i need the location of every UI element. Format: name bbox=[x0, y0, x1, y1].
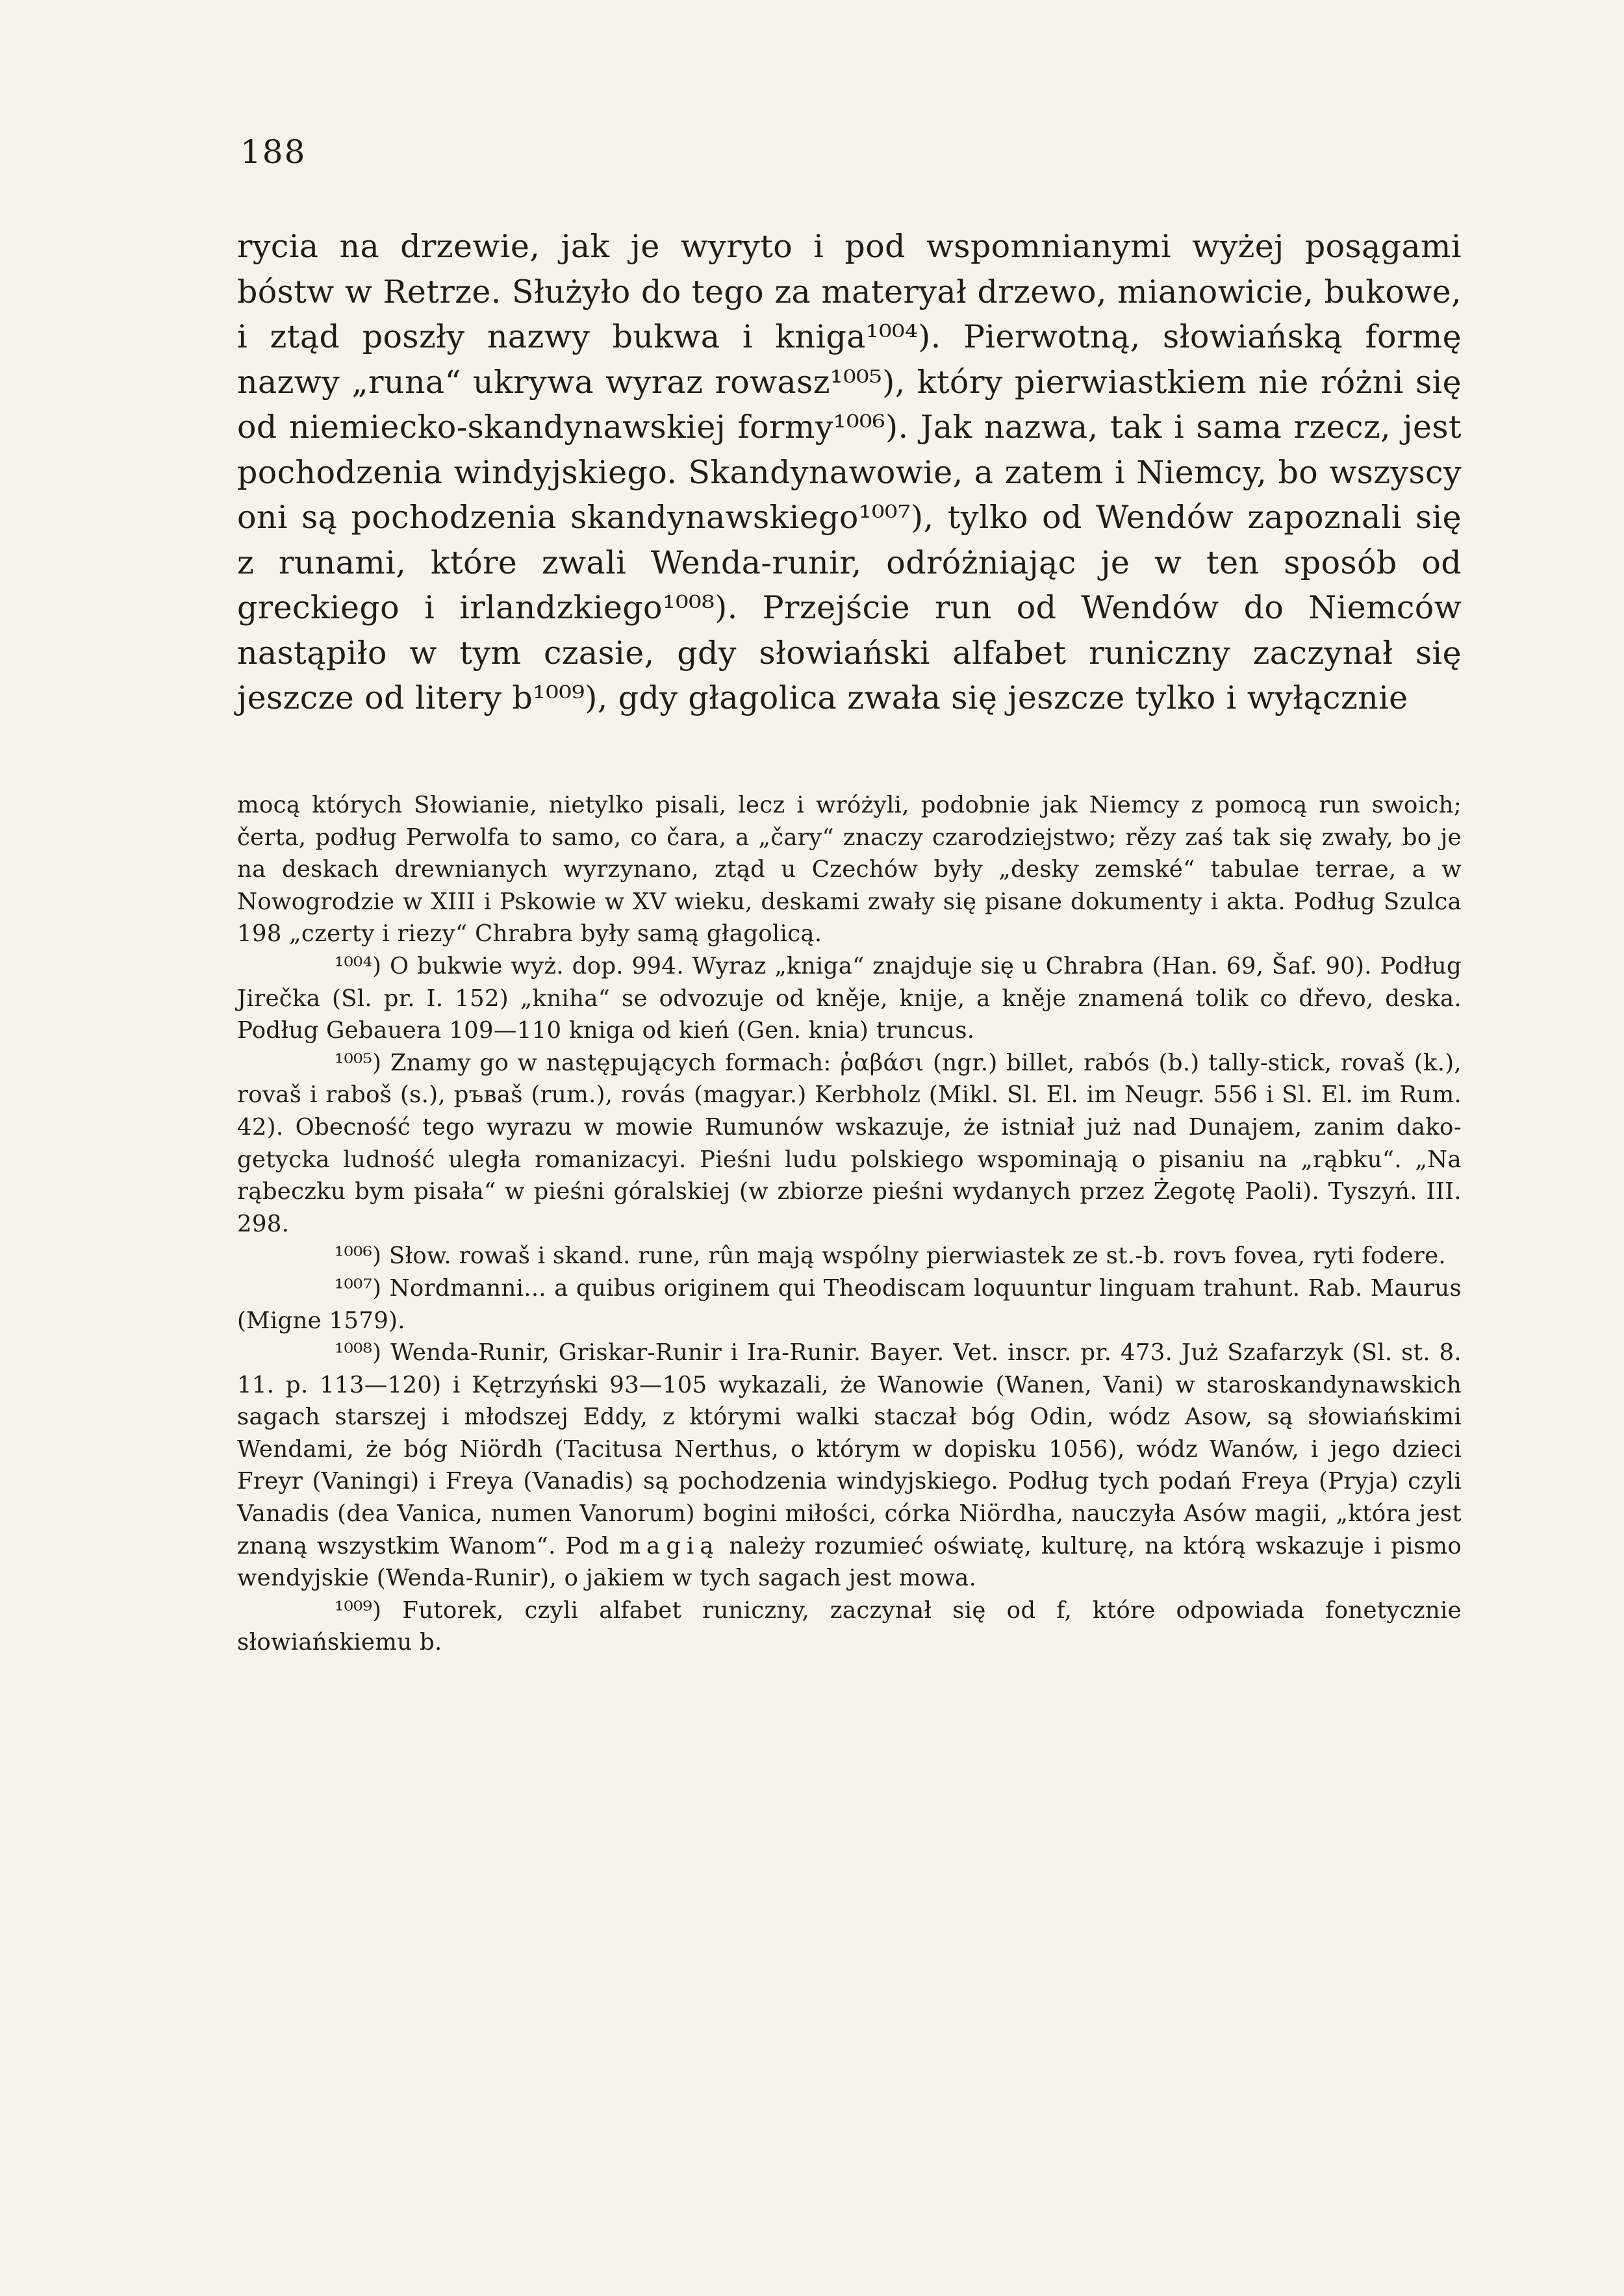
footnotes bbox=[237, 789, 1462, 1659]
main-paragraph: rycia na drzewie, jak je wyryto i pod wspomnianymi wyżej posągami bóstw w Retrze. Służyło do tego za materyał drzewo, mianowicie, bukowe, i ztąd poszły nazwy bukwa i kniga¹⁰⁰⁴). Pierwotną, słowiańską formę nazwy „runa“ ukrywa wyraz rowasz¹⁰⁰⁵), który pierwiastkiem nie różni się od niemiecko-skandynawskiej formy¹⁰⁰⁶). Jak nazwa, tak i sama rzecz, jest pochodzenia windyjskiego. Skandynawowie, a zatem i Niemcy, bo wszyscy oni są pochodzenia skandynawskiego¹⁰⁰⁷), tylko od Wendów zapoznali się z runami, które zwali Wenda-runir, odróżniając je w ten sposób od greckiego i irlandzkiego¹⁰⁰⁸). Przejście run od Wendów do Niemców nastąpiło w tym czasie, gdy słowiański alfabet runiczny zaczynał się jeszcze od litery b¹⁰⁰⁹), gdy głagolica zwała się jeszcze tylko i wyłącznie bbox=[237, 228, 1462, 716]
footnote-1008 bbox=[237, 1337, 1462, 1595]
footnote-1004: ¹⁰⁰⁴) O bukwie wyż. dop. 994. Wyraz „kniga“ znajduje się u Chrabra (Han. 69, Šaf. 90). Podług Jirečka (Sl. pr. I. 152) „kniha“ se odvozuje od kněje, knije, a kněje znamená tolik co dřevo, deska. Podług Gebauera 109—110 kniga od kień (Gen. knia) truncus. bbox=[237, 952, 1462, 1044]
footnote-1007: ¹⁰⁰⁷) Nordmanni... a quibus originem qui Theodiscam loquuntur linguam trahunt. Rab. Maurus (Migne 1579). bbox=[237, 1274, 1462, 1334]
footnote-1008-text-before: ¹⁰⁰⁸) Wenda-Runir, Griskar-Runir i Ira-Runir. Bayer. Vet. inscr. pr. 473. Już Szafarzyk (Sl. st. 8. 11. p. 113—120) i Kętrzyński 93—105 wykazali, że Wanowie (Wanen, Vani) w staroskandynawskich sagach starszej i młodszej Eddy, z którymi walki staczał bóg Odin, wódz Asow, są słowiańskimi Wendami, że bóg Niördh (Tacitusa Nerthus, o którym w dopisku 1056), wódz Wanów, i jego dzieci Freyr (Vaningi) i Freya (Vanadis) są pochodzenia windyjskiego. Podług tych podań Freya (Pryja) czyli Vanadis (dea Vanica, numen Vanorum) bogini miłości, córka Niördha, nauczyła Asów magii, „która jest znaną wszystkim Wanom“. Pod bbox=[237, 1339, 1462, 1559]
page-number: 188 bbox=[240, 133, 307, 171]
footnote-separator bbox=[237, 787, 1462, 788]
footnote-1008-spaced-word: magią bbox=[618, 1532, 720, 1559]
footnote-1009: ¹⁰⁰⁹) Futorek, czyli alfabet runiczny, zaczynał się od f, które odpowiada fonetycznie słowiańskiemu b. bbox=[237, 1596, 1462, 1656]
footnote-1005: ¹⁰⁰⁵) Znamy go w następujących formach: ῥαβάσι (ngr.) billet, rabós (b.) tally-stick, rovaš (k.), rovaš i raboš (s.), ръваš (rum.), rovás (magyar.) Kerbholz (Mikl. Sl. El. im Neugr. 556 i Sl. El. im Rum. 42). Obecność tego wyrazu w mowie Rumunów wskazuje, że istniał już nad Dunajem, zanim dako-getycka ludność uległa romanizacyi. Pieśni ludu polskiego wspominają o pisaniu na „rąbku“. „Na rąbeczku bym pisała“ w pieśni góralskiej (w zbiorze pieśni wydanych przez Żegotę Paoli). Tyszyń. III. 298. bbox=[237, 1049, 1462, 1237]
main-text bbox=[237, 224, 1462, 721]
footnote-1006: ¹⁰⁰⁶) Słow. rowaš i skand. rune, rûn mają wspólny pierwiastek ze st.-b. rovъ fovea, ryti fodere. bbox=[335, 1243, 1447, 1270]
footnote-continuation: mocą których Słowianie, nietylko pisali, lecz i wróżyli, podobnie jak Niemcy z pomocą run swoich; čerta, podług Perwolfa to samo, co čara, a „čary“ znaczy czarodziejstwo; rězy zaś tak się zwały, bo je na deskach drewnianych wyrzynano, ztąd u Czechów były „desky zemské“ tabulae terrae, a w Nowogrodzie w XIII i Pskowie w XV wieku, deskami zwały się pisane dokumenty i akta. Podług Szulca 198 „czerty i riezy“ Chrabra były samą głagolicą. bbox=[237, 792, 1462, 948]
footnote-1008-text-after: należy rozumieć oświatę, kulturę, na którą wskazuje i pismo wendyjskie (Wenda-Runir), o jakiem w tych sagach jest mowa. bbox=[237, 1532, 1462, 1592]
